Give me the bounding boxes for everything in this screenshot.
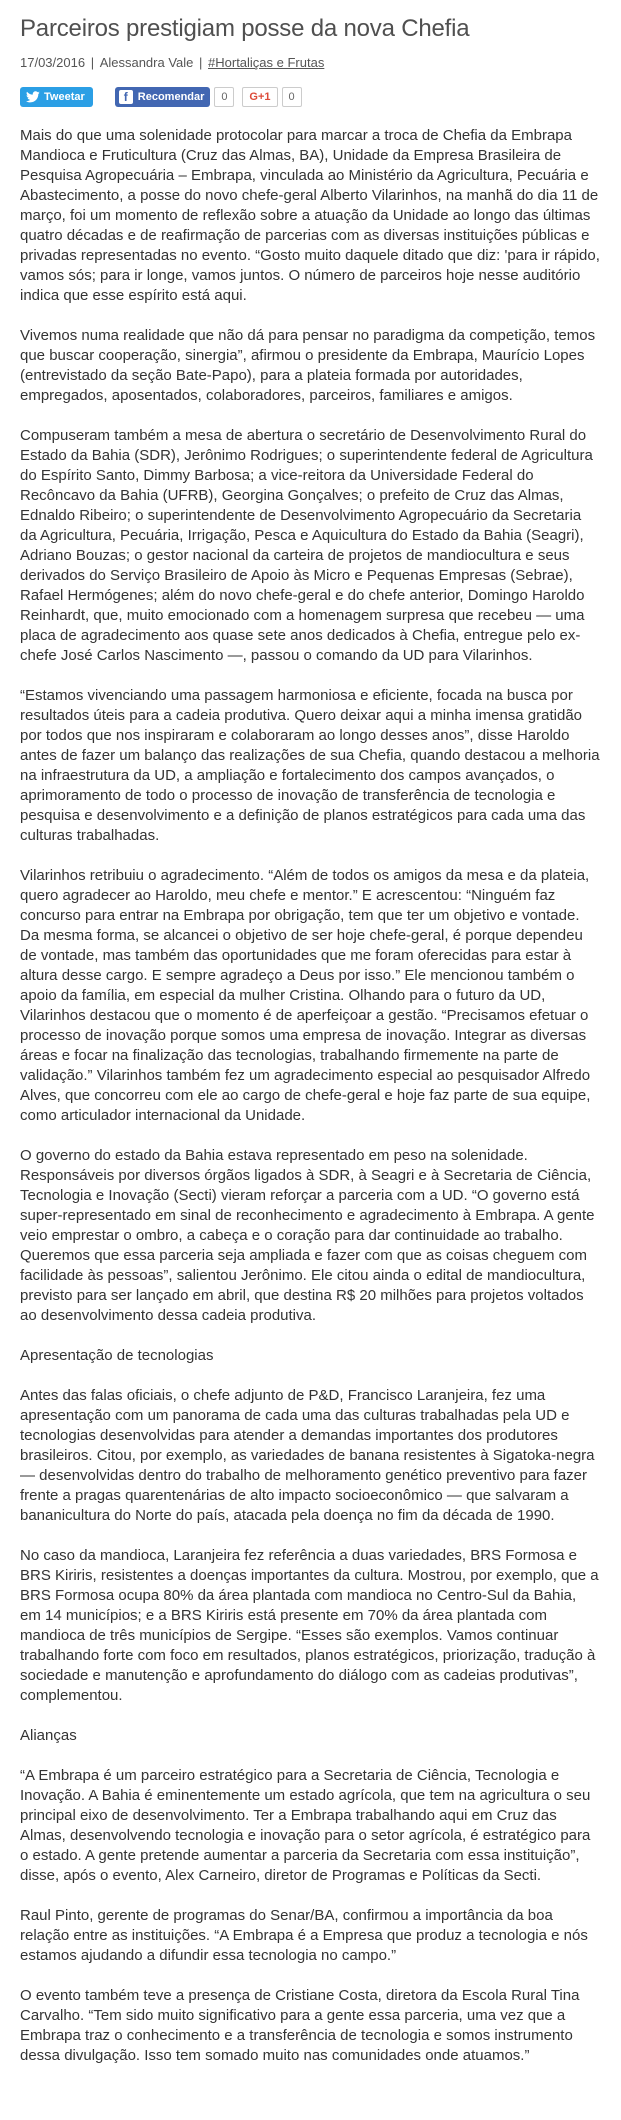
article-paragraph: O governo do estado da Bahia estava representado em peso na solenidade. Responsáveis por diversos órgãos ligados à SDR, à Seagri e à Secretaria de Ciência, Tecnologia e Inovação (Secti) vieram reforçar a parceria com a UD. “O governo está super-representado em sinal de reconhecimento e agradecimento à Embrapa. A gente veio emprestar o ombro, a cabeça e o coração para dar continuidade ao trabalho. Queremos que essa parceria seja ampliada e fazer com que as coisas cheguem com facilidade às pessoas”, salientou Jerônimo. Ele citou ainda o edital de mandiocultura, previsto para ser lançado em abril, que destina R$ 20 milhões para projetos voltados ao desenvolvimento dessa cadeia produtiva. <box>20 1147 595 1324</box>
article-body <box>20 126 601 2066</box>
gplus-button[interactable]: G+1 <box>242 87 277 107</box>
twitter-bird-icon <box>26 91 40 103</box>
article-author: Alessandra Vale <box>99 55 194 70</box>
share-bar <box>20 86 601 108</box>
article-paragraph: No caso da mandioca, Laranjeira fez referência a duas variedades, BRS Formosa e BRS Kiriris, resistentes a doenças importantes da cultura. Mostrou, por exemplo, que a BRS Formosa ocupa 80% da área plantada com mandioca no Centro-Sul da Bahia, em 14 municípios; e a BRS Kiriris está presente em 70% da área plantada com mandioca de três municípios de Sergipe. “Esses são exemplos. Vamos continuar trabalhando forte com foco em resultados, planos estratégicos, priorização, tradução à sociedade e manutenção e aprofundamento do diálogo com as cadeias produtivas”, complementou. <box>20 1547 599 1704</box>
article-paragraph: Mais do que uma solenidade protocolar para marcar a troca de Chefia da Embrapa Mandioca e Fruticultura (Cruz das Almas, BA), Unidade da Empresa Brasileira de Pesquisa Agropecuária – Embrapa, vinculada ao Ministério da Agricultura, Pecuária e Abastecimento, a posse do novo chefe-geral Alberto Vilarinhos, na manhã do dia 11 de março, foi um momento de reflexão sobre a atuação da Unidade ao longo das últimas quatro décadas e de reafirmação de parcerias com as diversas instituições públicas e privadas representadas no evento. “Gosto muito daquele ditado que diz: 'para ir rápido, vamos sós; para ir longe, vamos juntos. O número de parceiros hoje nesse auditório indica que esse espírito está aqui. <box>20 127 600 304</box>
article-tag-link[interactable]: #Hortaliças e Frutas <box>208 55 325 70</box>
tweet-button-label: Tweetar <box>44 91 85 103</box>
meta-separator: | <box>195 55 207 70</box>
facebook-icon: f <box>119 90 133 104</box>
facebook-recommend-button[interactable] <box>115 87 211 107</box>
article-paragraph: Vivemos numa realidade que não dá para pensar no paradigma da competição, temos que buscar cooperação, sinergia”, afirmou o presidente da Embrapa, Maurício Lopes (entrevistado da seção Bate-Papo), para a plateia formada por autoridades, empregados, aposentados, colaboradores, parceiros, familiares e amigos. <box>20 327 596 404</box>
article-title: Parceiros prestigiam posse da nova Chefia <box>20 15 470 42</box>
gplus-count: 0 <box>282 87 302 107</box>
facebook-count: 0 <box>214 87 234 107</box>
tweet-button[interactable] <box>20 87 93 107</box>
meta-separator: | <box>87 55 98 70</box>
article-paragraph: “Estamos vivenciando uma passagem harmoniosa e eficiente, focada na busca por resultados úteis para a cadeia produtiva. Quero deixar aqui a minha imensa gratidão por todos que nos inspiraram e colaboraram ao longo desses anos”, disse Haroldo antes de fazer um balanço das realizações de sua Chefia, quando destacou a melhoria na infraestrutura da UD, a ampliação e fortalecimento dos campos avançados, o aprimoramento de todo o processo de inovação de transferência de tecnologia e pesquisa e desenvolvimento e a definição de planos estratégicos para cada uma das culturas trabalhadas. <box>20 687 600 844</box>
article-paragraph: Vilarinhos retribuiu o agradecimento. “Além de todos os amigos da mesa e da plateia, quero agradecer ao Haroldo, meu chefe e mentor.” E acrescentou: “Ninguém faz concurso para entrar na Embrapa por obrigação, tem que ter um objetivo e vontade. Da mesma forma, se alcancei o objetivo de ser hoje chefe-geral, é porque dependeu de vontade, mas também das oportunidades que me foram oferecidas para estar à altura desse cargo. E sempre agradeço a Deus por isso.” Ele mencionou também o apoio da família, em especial da mulher Cristina. Olhando para o futuro da UD, Vilarinhos destacou que o momento é de aperfeiçoar a gestão. “Precisamos efetuar o processo de inovação porque somos uma empresa de inovação. Integrar as diversas áreas e focar na finalização das tecnologias, trabalhando firmemente na parte de validação.” Vilarinhos também fez um agradecimento especial ao pesquisador Alfredo Alves, que concorreu com ele ao cargo de chefe-geral e hoje faz parte de sua equipe, como articulador internacional da Unidade. <box>20 867 591 1124</box>
article-meta <box>20 54 601 72</box>
facebook-button-label: Recomendar <box>137 91 205 103</box>
article-paragraph: O evento também teve a presença de Cristiane Costa, diretora da Escola Rural Tina Carvalho. “Tem sido muito significativo para a gente essa parceria, uma vez que a Embrapa traz o conhecimento e a transferência de tecnologia e somos instrumento dessa divulgação. Isso tem somado muito nas comunidades onde atuamos.” <box>20 1987 580 2064</box>
section-heading: Apresentação de tecnologias <box>20 1347 214 1364</box>
article-paragraph: Raul Pinto, gerente de programas do Senar/BA, confirmou a importância da boa relação entre as instituições. “A Embrapa é a Empresa que produz a tecnologia e nós estamos ajudando a difundir essa tecnologia no campo.” <box>20 1907 588 1964</box>
article-paragraph: Antes das falas oficiais, o chefe adjunto de P&D, Francisco Laranjeira, fez uma apresentação com um panorama de cada uma das culturas trabalhadas pela UD e tecnologias desenvolvidas para atender a demandas importantes dos produtores brasileiros. Citou, por exemplo, as variedades de banana resistentes à Sigatoka-negra — desenvolvidas dentro do trabalho de melhoramento genético preventivo para fazer frente a pragas quarentenárias de alto impacto socioeconômico — que salvaram a bananicultura do Norte do país, atacada pela doença no fim da década de 1990. <box>20 1387 595 1524</box>
article-paragraph: “A Embrapa é um parceiro estratégico para a Secretaria de Ciência, Tecnologia e Inovação. A Bahia é eminentemente um estado agrícola, que tem na agricultura o seu principal eixo de desenvolvimento. Ter a Embrapa trabalhando aqui em Cruz das Almas, desenvolvendo tecnologia e inovação para o setor agrícola, é estratégico para o estado. A gente pretende aumentar a parceria da Secretaria com essa instituição”, disse, após o evento, Alex Carneiro, diretor de Programas e Políticas da Secti. <box>20 1767 591 1884</box>
article-date: 17/03/2016 <box>20 55 86 70</box>
section-heading: Alianças <box>20 1727 77 1744</box>
article-paragraph: Compuseram também a mesa de abertura o secretário de Desenvolvimento Rural do Estado da Bahia (SDR), Jerônimo Rodrigues; o superintendente federal de Agricultura do Espírito Santo, Dimmy Barbosa; a vice-reitora da Universidade Federal do Recôncavo da Bahia (UFRB), Georgina Gonçalves; o prefeito de Cruz das Almas, Ednaldo Ribeiro; o superintendente de Desenvolvimento Agropecuário da Secretaria da Agricultura, Pecuária, Irrigação, Pesca e Aquicultura do Estado da Bahia (Seagri), Adriano Bouzas; o gestor nacional da carteira de projetos de mandiocultura e seus derivados do Serviço Brasileiro de Apoio às Micro e Pequenas Empresas (Sebrae), Rafael Hermógenes; além do novo chefe-geral e do chefe anterior, Domingo Haroldo Reinhardt, que, muito emocionado com a homenagem surpresa que recebeu — uma placa de agradecimento aos quase sete anos dedicados à Chefia, entregue pelo ex-chefe José Carlos Nascimento —, passou o comando da UD para Vilarinhos. <box>20 427 593 664</box>
